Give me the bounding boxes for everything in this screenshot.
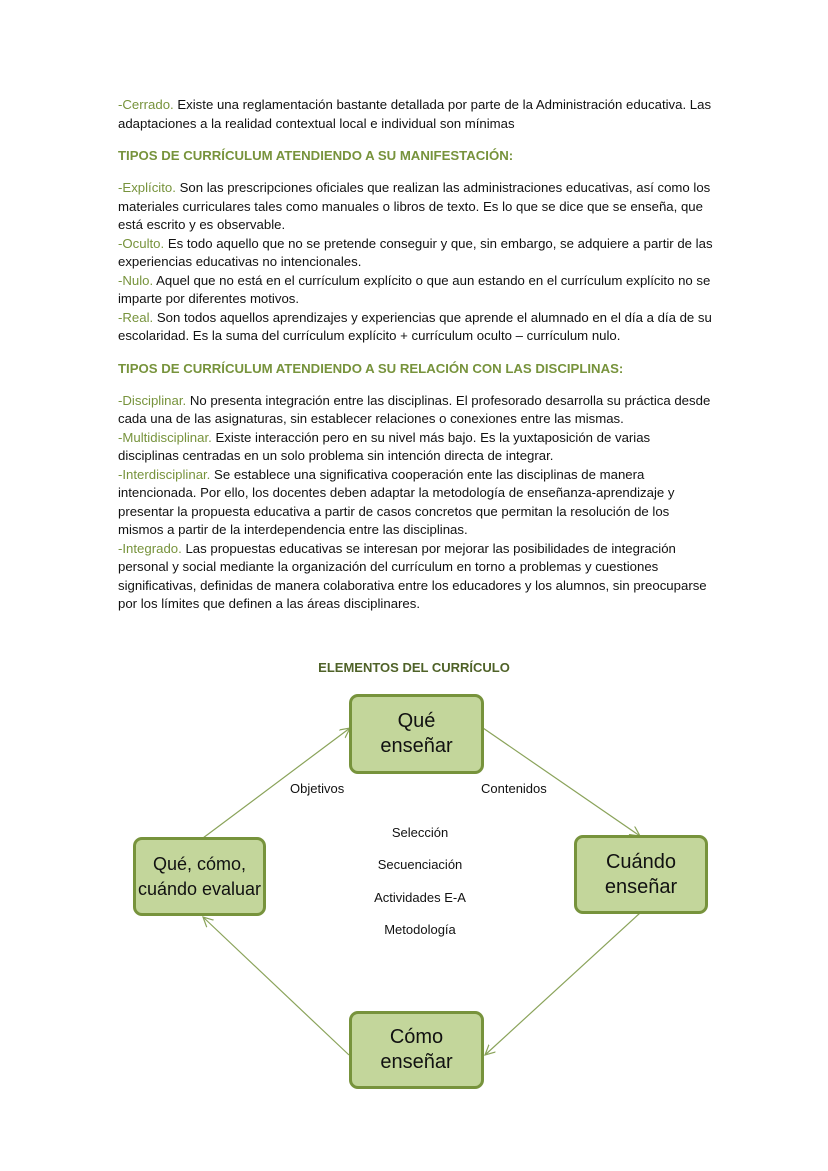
center-item: Metodología: [384, 922, 456, 937]
term-interdisciplinar: -Interdisciplinar.: [118, 466, 211, 482]
diagram-title: ELEMENTOS DEL CURRÍCULO: [318, 660, 510, 675]
text-integrado: Las propuestas educativas se interesan por mejorar las posibilidades de integración personal y social mediante la organización del currículum en torno a problemas y cuestiones significativas, definidas de manera colaborativa entre los educadores y los alumnos, sin preocuparse por los límites que definen a las áreas disciplinares.: [118, 540, 707, 611]
text-interdisciplinar: Se establece una significativa cooperación ente las disciplinas de manera intencionada. Por ello, los docentes deben adaptar la metodología de enseñanza-aprendizaje y presentar la propuesta educativa a partir de casos concretos que permitan la resolución de los mismos a partir de la interdependencia entre las disciplinas.: [118, 466, 675, 537]
term-explicito: -Explícito.: [118, 180, 176, 195]
label-objetivos: Objetivos: [290, 781, 345, 796]
node-cuando-ensenar: [574, 835, 708, 914]
heading-manifestacion: TIPOS DE CURRÍCULUM ATENDIENDO A SU MANIFESTACIÓN:: [118, 148, 514, 163]
node-que-ensenar: [349, 694, 484, 774]
term-oculto: -Oculto.: [118, 235, 165, 251]
node-como-ensenar-label: Cómo enseñar: [380, 1026, 453, 1073]
text-cerrado: Existe una reglamentación bastante detallada por parte de la Administración educativa. Las adaptaciones a la realidad contextual local e individual son mínimas: [118, 97, 712, 131]
center-item: Actividades E-A: [374, 890, 466, 905]
node-que-ensenar-label: Qué enseñar: [380, 710, 453, 757]
label-contenidos: Contenidos: [481, 781, 547, 796]
term-nulo: -Nulo.: [118, 272, 154, 288]
term-integrado: -Integrado.: [118, 540, 182, 556]
heading-disciplinas: TIPOS DE CURRÍCULUM ATENDIENDO A SU RELACIÓN CON LAS DISCIPLINAS:: [118, 360, 624, 376]
node-evaluar-label: Qué, cómo, cuándo evaluar: [137, 853, 262, 899]
node-evaluar: [133, 837, 266, 916]
term-disciplinar: -Disciplinar.: [118, 392, 187, 408]
text-multidisciplinar: Existe interacción pero en su nivel más bajo. Es la yuxtaposición de varias disciplinas centradas en un solo problema sin intención directa de integrar.: [118, 429, 651, 463]
center-item: Selección: [391, 825, 449, 840]
term-cerrado: -Cerrado.: [118, 97, 174, 112]
text-explicito: Son las prescripciones oficiales que realizan las administraciones educativas, así como los materiales curriculares tales como manuales o libros de texto. Es lo que se dice que se enseña, que está escrito y es observable.: [118, 180, 711, 232]
term-multidisciplinar: -Multidisciplinar.: [118, 429, 212, 445]
text-real: Son todos aquellos aprendizajes y experiencias que aprende el alumnado en el día a día de su escolaridad. Es la suma del currículum explícito + currículum oculto – currículum nulo.: [118, 309, 712, 343]
text-nulo: Aquel que no está en el currículum explícito o que aun estando en el currículum explícito no se imparte por diferentes motivos.: [118, 272, 711, 306]
arrow-bottom-to-left: [203, 917, 349, 1055]
node-cuando-ensenar-label: Cuándo enseñar: [604, 850, 678, 898]
node-como-ensenar: [349, 1011, 484, 1089]
center-item: Secuenciación: [377, 857, 463, 872]
text-oculto: Es todo aquello que no se pretende conseguir y que, sin embargo, se adquiere a partir de las experiencias educativas no intencionales.: [118, 235, 713, 269]
text-disciplinar: No presenta integración entre las disciplinas. El profesorado desarrolla su práctica desde cada una de las asignaturas, sin establecer relaciones o conexiones entre las mismas.: [118, 392, 711, 426]
term-real: -Real.: [118, 309, 154, 325]
